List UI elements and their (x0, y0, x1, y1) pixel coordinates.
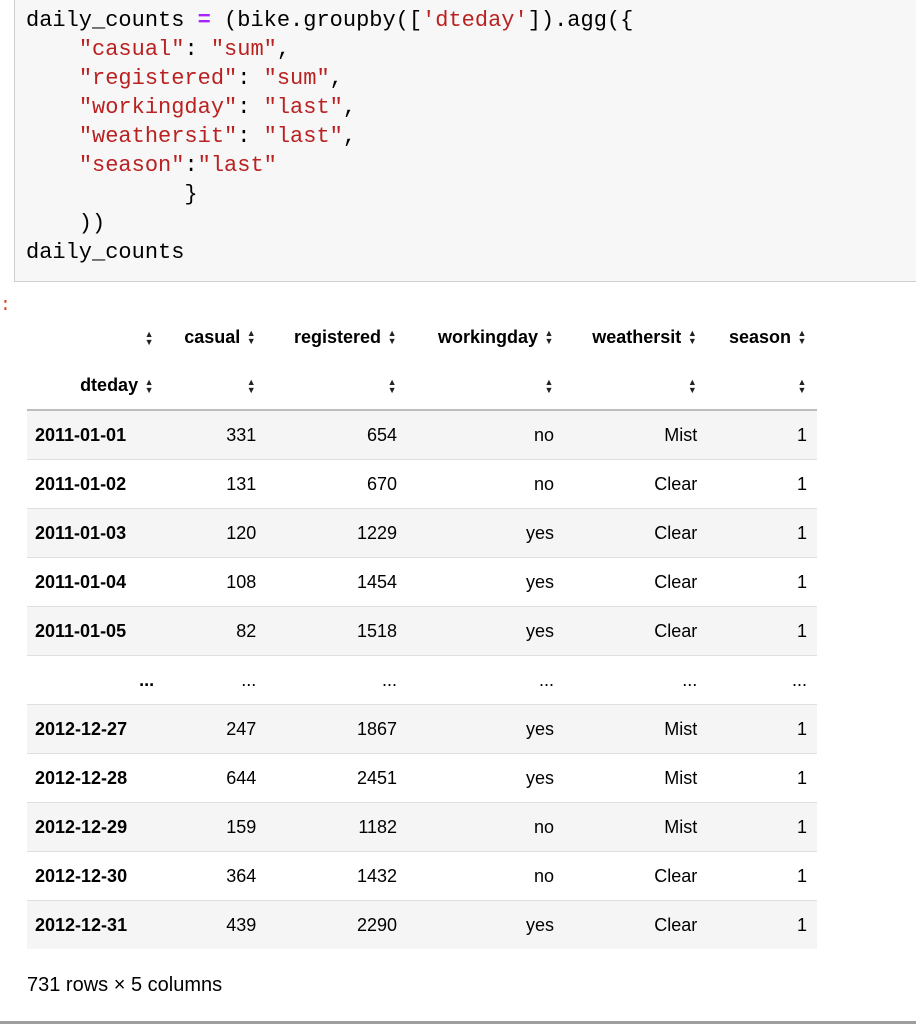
row-index: 2011-01-02 (27, 460, 164, 509)
sort-icon[interactable]: ▲ ▼ (387, 376, 397, 395)
code-token: : (184, 37, 211, 62)
table-cell: Mist (564, 705, 707, 754)
table-row (27, 852, 817, 901)
sort-icon[interactable]: ▲ ▼ (687, 328, 697, 347)
table-cell: no (407, 803, 564, 852)
table-cell: yes (407, 705, 564, 754)
table-cell: 1454 (266, 558, 407, 607)
table-cell: 1229 (266, 509, 407, 558)
table-row (27, 607, 817, 656)
code-line (26, 209, 633, 238)
code-token: "casual" (78, 37, 185, 62)
code-cell[interactable] (14, 0, 916, 282)
column-sort-cell[interactable] (707, 361, 817, 410)
row-index: 2012-12-31 (27, 901, 164, 950)
table-cell: yes (407, 754, 564, 803)
table-cell: ... (707, 656, 817, 705)
table-cell: 1 (707, 509, 817, 558)
output-prompt-marker: : (0, 296, 11, 316)
table-cell: no (407, 410, 564, 460)
row-index: 2011-01-03 (27, 509, 164, 558)
table-cell: 1 (707, 558, 817, 607)
code-token: "sum" (210, 37, 277, 62)
table-cell: 1 (707, 460, 817, 509)
table-cell: no (407, 852, 564, 901)
code-token: "registered" (78, 66, 238, 91)
row-index: 2012-12-28 (27, 754, 164, 803)
code-token: : (237, 66, 264, 91)
sort-icon[interactable]: ▲ ▼ (246, 328, 256, 347)
table-cell: 1182 (266, 803, 407, 852)
sort-icon[interactable]: ▲ ▼ (246, 376, 256, 395)
column-header-label: workingday (437, 326, 539, 347)
table-cell: 364 (164, 852, 266, 901)
table-cell: 1867 (266, 705, 407, 754)
column-header-weathersit[interactable] (564, 313, 707, 361)
code-line (26, 151, 633, 180)
code-token (26, 153, 79, 178)
table-row (27, 901, 817, 950)
table-cell: ... (164, 656, 266, 705)
table-cell: yes (407, 607, 564, 656)
table-cell: 1 (707, 410, 817, 460)
code-token: "season" (78, 153, 185, 178)
table-cell: Mist (564, 754, 707, 803)
table-cell: 82 (164, 607, 266, 656)
column-header-label: registered (294, 326, 382, 347)
table-cell: 131 (164, 460, 266, 509)
table-cell: Mist (564, 803, 707, 852)
row-index: 2011-01-04 (27, 558, 164, 607)
table-index-header-row (27, 361, 817, 410)
table-cell: Clear (564, 509, 707, 558)
table-cell: 1 (707, 607, 817, 656)
table-row (27, 705, 817, 754)
table-cell: 247 (164, 705, 266, 754)
sort-icon[interactable]: ▲ ▼ (544, 376, 554, 395)
code-token (26, 37, 79, 62)
table-cell: Clear (564, 558, 707, 607)
row-index: 2011-01-01 (27, 410, 164, 460)
sort-icon[interactable]: ▲ ▼ (797, 376, 807, 395)
code-editor[interactable] (26, 6, 633, 267)
code-token: , (276, 37, 291, 62)
table-cell: ... (266, 656, 407, 705)
table-row (27, 460, 817, 509)
column-header-season[interactable] (707, 313, 817, 361)
table-row (27, 754, 817, 803)
column-sort-cell[interactable] (266, 361, 407, 410)
code-token: "workingday" (78, 95, 238, 120)
column-sort-cell[interactable] (407, 361, 564, 410)
code-line (26, 64, 633, 93)
table-cell: 331 (164, 410, 266, 460)
table-cell: 1432 (266, 852, 407, 901)
sort-icon[interactable]: ▲ ▼ (797, 328, 807, 347)
table-cell: 439 (164, 901, 266, 950)
table-row (27, 509, 817, 558)
code-token: , (329, 66, 343, 91)
row-index: 2012-12-30 (27, 852, 164, 901)
table-row (27, 410, 817, 460)
table-cell: yes (407, 509, 564, 558)
table-row (27, 558, 817, 607)
code-token: = (197, 8, 211, 33)
table-row (27, 656, 817, 705)
code-token (26, 66, 79, 91)
column-header-workingday[interactable] (407, 313, 564, 361)
code-line (26, 238, 633, 267)
table-cell: Clear (564, 852, 707, 901)
index-name-header[interactable] (27, 361, 164, 410)
table-cell: 670 (266, 460, 407, 509)
code-token: 'dteday' (422, 8, 528, 33)
table-cell: 1 (707, 705, 817, 754)
code-token: "last" (263, 124, 343, 149)
code-token: ]).agg({ (527, 8, 634, 33)
code-token: : (184, 153, 198, 178)
column-sort-cell[interactable] (164, 361, 266, 410)
sort-icon[interactable]: ▲ ▼ (144, 376, 154, 395)
table-cell: Clear (564, 607, 707, 656)
table-cell: 1 (707, 901, 817, 950)
table-cell: 120 (164, 509, 266, 558)
code-token: daily_counts (26, 8, 198, 33)
code-token: daily_counts (26, 240, 185, 265)
code-token: , (342, 124, 357, 149)
code-line (26, 93, 633, 122)
table-cell: Clear (564, 901, 707, 950)
column-header-registered[interactable] (266, 313, 407, 361)
code-token: "last" (263, 95, 343, 120)
table-cell: Clear (564, 460, 707, 509)
code-token: : (237, 124, 264, 149)
table-cell: 1 (707, 803, 817, 852)
sort-icon[interactable]: ▲ ▼ (544, 328, 554, 347)
column-header-label: casual (184, 326, 241, 347)
table-row (27, 803, 817, 852)
code-token: "last" (197, 153, 277, 178)
code-token: "sum" (263, 66, 330, 91)
column-header-label: weathersit (592, 326, 682, 347)
column-sort-cell[interactable] (564, 361, 707, 410)
index-corner-header[interactable] (27, 313, 164, 361)
code-token (26, 124, 79, 149)
code-token: } (26, 182, 198, 207)
code-token: (bike.groupby([ (210, 8, 423, 33)
table-cell: 644 (164, 754, 266, 803)
row-index: ... (27, 656, 164, 705)
table-cell: ... (564, 656, 707, 705)
code-token: )) (26, 211, 106, 236)
code-token (26, 95, 79, 120)
table-cell: Mist (564, 410, 707, 460)
table-cell: no (407, 460, 564, 509)
table-cell: 654 (266, 410, 407, 460)
table-cell: 1 (707, 852, 817, 901)
code-line (26, 6, 633, 35)
table-cell: yes (407, 901, 564, 950)
row-index: 2012-12-29 (27, 803, 164, 852)
table-column-header-row (27, 313, 817, 361)
code-token: : (237, 95, 264, 120)
code-line (26, 122, 633, 151)
table-cell: 159 (164, 803, 266, 852)
column-header-casual[interactable] (164, 313, 266, 361)
table-shape-summary: 731 rows × 5 columns (27, 974, 223, 996)
sort-icon[interactable]: ▲ ▼ (144, 328, 154, 347)
table-cell: 2290 (266, 901, 407, 950)
code-token: "weathersit" (78, 124, 238, 149)
table-cell: 1518 (266, 607, 407, 656)
code-line (26, 180, 633, 209)
code-token: , (342, 95, 357, 120)
sort-icon[interactable]: ▲ ▼ (387, 328, 397, 347)
table-cell: 2451 (266, 754, 407, 803)
dataframe-table (27, 313, 817, 949)
sort-icon[interactable]: ▲ ▼ (687, 376, 697, 395)
row-index: 2011-01-05 (27, 607, 164, 656)
index-name-label: dteday (80, 374, 139, 395)
table-cell: ... (407, 656, 564, 705)
table-cell: 108 (164, 558, 266, 607)
code-line (26, 35, 633, 64)
row-index: 2012-12-27 (27, 705, 164, 754)
table-cell: 1 (707, 754, 817, 803)
table-cell: yes (407, 558, 564, 607)
column-header-label: season (728, 326, 791, 347)
